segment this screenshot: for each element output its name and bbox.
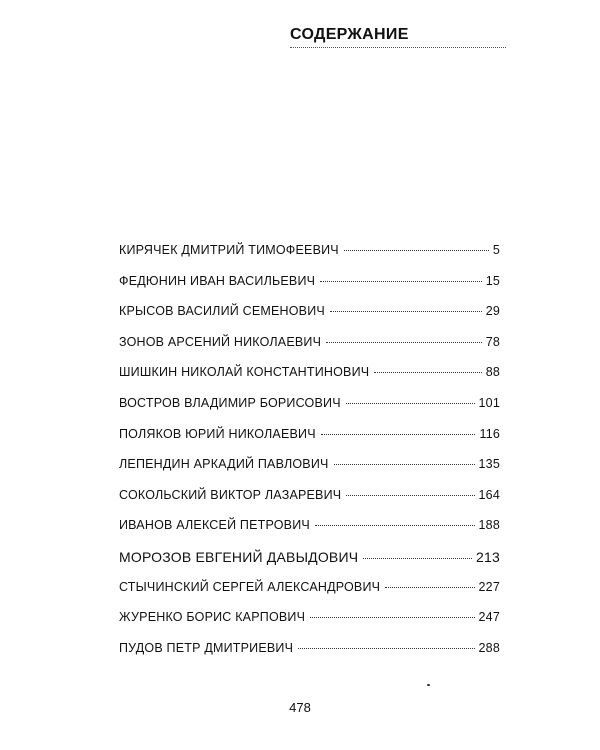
dot-leader (326, 342, 482, 343)
toc-entry-name: СОКОЛЬСКИЙ ВИКТОР ЛАЗАРЕВИЧ (119, 487, 342, 502)
toc-entry-name: КРЫСОВ ВАСИЛИЙ СЕМЕНОВИЧ (119, 304, 325, 319)
dot-leader (321, 434, 476, 435)
dot-leader (385, 587, 474, 588)
dot-leader (346, 403, 475, 404)
toc-entry-name: ШИШКИН НИКОЛАЙ КОНСТАНТИНОВИЧ (119, 365, 370, 380)
toc-entry-page: 213 (476, 548, 500, 565)
toc-entry (119, 549, 500, 580)
toc-entry (119, 365, 500, 396)
toc-entry-name: КИРЯЧЕК ДМИТРИЙ ТИМОФЕЕВИЧ (119, 243, 339, 257)
toc-entry-page: 188 (478, 518, 500, 533)
toc-entry-name: ЛЕПЕНДИН АРКАДИЙ ПАВЛОВИЧ (119, 457, 329, 472)
heading-underline (290, 47, 506, 48)
print-speck (427, 684, 430, 686)
dot-leader (298, 648, 474, 649)
toc-entry-name: ПУДОВ ПЕТР ДМИТРИЕВИЧ (119, 640, 294, 655)
dot-leader (330, 311, 482, 312)
dot-leader (363, 558, 472, 559)
toc-entry-name: ИВАНОВ АЛЕКСЕЙ ПЕТРОВИЧ (119, 518, 310, 533)
toc-entry-page: 116 (479, 426, 500, 441)
toc-entry-page: 88 (485, 365, 500, 380)
toc-entry (119, 457, 500, 488)
toc-entry-page: 135 (478, 457, 500, 472)
dot-leader (310, 617, 474, 618)
toc-entry-name: ЗОНОВ АРСЕНИЙ НИКОЛАЕВИЧ (119, 334, 322, 349)
table-of-contents (119, 243, 500, 671)
toc-entry (119, 518, 500, 549)
toc-entry (119, 641, 500, 672)
dot-leader (344, 250, 489, 251)
page-title: СОДЕРЖАНИЕ (290, 26, 409, 43)
toc-entry-page: 5 (492, 243, 500, 257)
toc-entry-name: МОРОЗОВ ЕВГЕНИЙ ДАВЫДОВИЧ (119, 548, 359, 565)
toc-entry-name: ПОЛЯКОВ ЮРИЙ НИКОЛАЕВИЧ (119, 426, 316, 441)
toc-entry (119, 488, 500, 519)
toc-entry-page: 288 (478, 640, 500, 655)
toc-entry-page: 15 (485, 273, 500, 288)
page-number: 478 (289, 700, 311, 715)
toc-entry-name: ФЕДЮНИН ИВАН ВАСИЛЬЕВИЧ (119, 273, 316, 288)
toc-entry (119, 396, 500, 427)
dot-leader (334, 464, 475, 465)
toc-entry-page: 247 (478, 610, 500, 625)
dot-leader (315, 525, 475, 526)
toc-entry-name: ЖУРЕНКО БОРИС КАРПОВИЧ (119, 610, 306, 625)
toc-entry-page: 164 (478, 487, 500, 502)
toc-entry-name: СТЫЧИНСКИЙ СЕРГЕЙ АЛЕКСАНДРОВИЧ (119, 579, 381, 594)
toc-entry (119, 580, 500, 611)
dot-leader (320, 281, 482, 282)
toc-entry-page: 101 (478, 395, 500, 410)
toc-entry (119, 610, 500, 641)
dot-leader (346, 495, 474, 496)
toc-entry-page: 29 (485, 304, 500, 319)
toc-entry (119, 304, 500, 335)
toc-entry-name: ВОСТРОВ ВЛАДИМИР БОРИСОВИЧ (119, 395, 341, 410)
toc-entry (119, 274, 500, 305)
toc-entry-page: 78 (485, 334, 500, 349)
dot-leader (374, 372, 481, 373)
toc-entry-page: 227 (478, 579, 500, 594)
toc-entry (119, 427, 500, 458)
toc-entry (119, 335, 500, 366)
toc-entry (119, 243, 500, 274)
